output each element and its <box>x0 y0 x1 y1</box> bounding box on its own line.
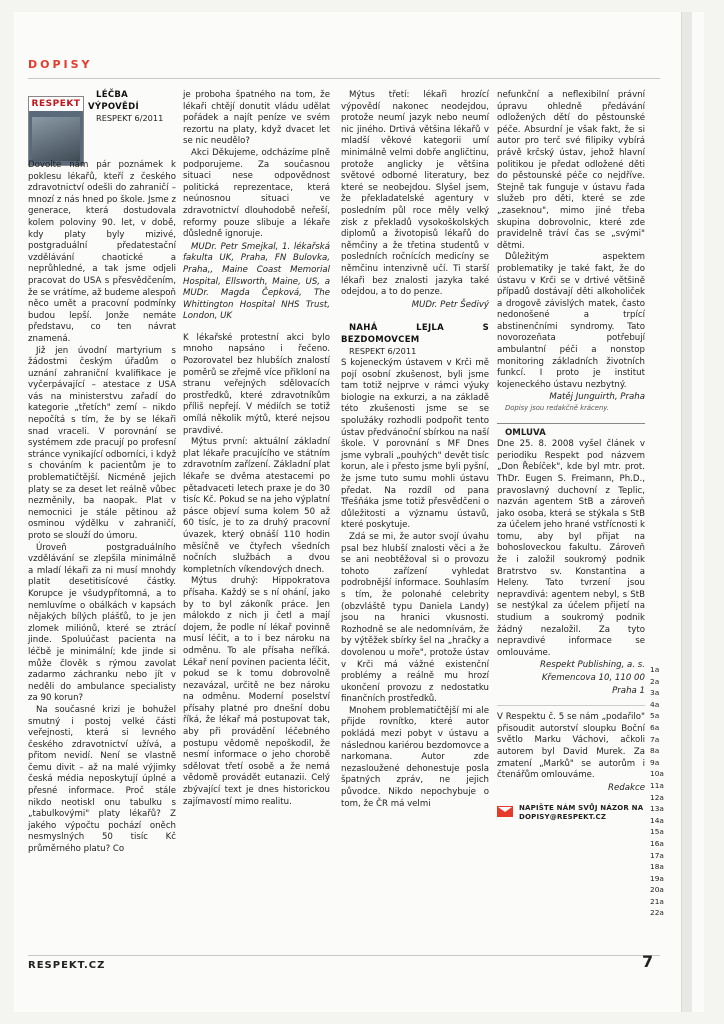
paragraph: je proboha špatného na tom, že lékaři chtějí donutit vládu udělat pořádek a najít peníze ve svém rezortu na platy, když dvacet let se nic neudělo? <box>183 90 330 147</box>
editor-note: Dopisy jsou redakčně kráceny. <box>505 404 609 413</box>
line-number: 19a <box>650 873 664 883</box>
write-to-us-text[interactable] <box>519 804 643 822</box>
cover-masthead: RESPEKT <box>29 97 83 111</box>
paragraph: S kojeneckým ústavem v Krči mě pojí osobní zkušenost, byli jsme tam totiž nejprve v rámci výuky biologie na exkurzi, a na základě této zkušenosti jsme se se spolužáky rozhodli podpořit tento ústav předvánoční sbírkou na naší škole. V porovnání s MF Dnes jsme vybrali „pouhých" devět tisíc korun, ale i přesto jsme byli pyšní, že jsme tuto sumu mohli ústavu předat. Na rozdíl od pana Třešňáka jsme totiž přesvědčeni o důležitosti a významu ústavů, které poskytuje. <box>341 358 489 531</box>
line-number: 9a <box>650 757 660 767</box>
line-number: 6a <box>650 722 660 732</box>
paragraph: Mnohem problematičtější mi ale přijde rovnítko, které autor pokládá mezi pobyt v ústavu a následnou kariérou bezdomovce a narkomana. Autor zde nezasloužené dehonestuje posla špatných zpráv, ne jejich původce. Nikdo nepochybuje o tom, že ČR má velmi <box>341 705 489 809</box>
apology-signature-address: Křemencova 10, 110 00 <box>541 673 645 683</box>
line-number: 7a <box>650 734 660 744</box>
line-number: 4a <box>650 699 660 709</box>
paragraph: nefunkční a neflexibilní právní úpravu ohledně předávání odložených dětí do pěstounské péče. Absurdní je však fakt, že si autor pro terč své filipiky vybírá právě krčský ústav, jehož hlavní politikou je předat odložené děti do pěstounské péče co nejdříve. Stejně tak funguje v ústavu řada služeb pro děti, které se zde „zaseknou", mimo jiné třeba skupina dobrovolnic, které zde pravidelně tráví čas se „svými" dětmi. <box>497 90 645 251</box>
page-number: 7 <box>642 952 654 971</box>
paragraph: Důležitým aspektem problematiky je také fakt, že do ústavu v Krči se v drtivé většině případů dostávají děti alkoholiček a drogově závislých matek, často nedonošené a trpící abstinenčními syndromy. Tato novorozeňata potřebují ambulantní péči a nonstop monitoring základních životních funkcí. I proto je institut kojeneckého ústavu nezbytný. <box>497 252 645 390</box>
letter-signature: MUDr. Petr Šedivý <box>411 299 489 310</box>
line-number: 17a <box>650 850 664 860</box>
column-2 <box>183 90 330 808</box>
letter-source: RESPEKT 6/2011 <box>349 346 417 357</box>
letter-title: LÉČBA VÝPOVĚDÍ <box>88 90 139 112</box>
line-number: 20a <box>650 885 664 895</box>
line-number: 3a <box>650 688 660 698</box>
footer-website[interactable]: RESPEKT.CZ <box>28 960 106 971</box>
paragraph: Zdá se mi, že autor svojí úvahu psal bez hlubší znalosti věci a že se ani neobtěžoval si o provozu tohoto zařízení vyhledat podrobnější informace. Souhlasím s tím, že polonahé celebrity (obzvláště typu Daniela Landy) jsou na hranici vkusnosti. Rozhodně se ale nedomnívám, že by výtěžek sbírky šel na „hračky a dovolenou u moře", protože ústav v Krči má vážné existenční problémy a reálně mu hrozí ukončení provozu z nedostatku finančních prostředků. <box>341 531 489 705</box>
column-4 <box>497 90 645 822</box>
line-number: 18a <box>650 862 664 872</box>
line-number: 15a <box>650 827 664 837</box>
column-3 <box>341 90 489 810</box>
apology-signature-company: Respekt Publishing, a. s. <box>539 660 645 671</box>
apology-title: OMLUVA <box>505 427 546 438</box>
top-rule <box>28 78 660 79</box>
divider <box>497 705 645 706</box>
paragraph: Akci Děkujeme, odcházíme plně podporujeme. Za současnou situaci nese odpovědnost politická reprezentace, která neúnosnou situaci ve zdravotnictví dlouhodobě neřeší, reformy pouze slibuje a lékaře důsledně ignoruje. <box>183 147 330 240</box>
line-number: 2a <box>650 676 660 686</box>
correction-signature: Redakce <box>608 782 645 793</box>
envelope-icon <box>497 806 513 817</box>
line-number: 22a <box>650 908 664 918</box>
paragraph: Již jen úvodní martyrium s žádostmi českým úřadům o uznání zahraniční kvalifikace je vyčerpávající – atestace z USA vás na ministerstvu zařadí do kategorie „třetích" zemí – nikdo nepočítá s tím, že by se lékaři snad vraceli. V porovnání se systémem zde pracují po profesní stránce vynikající odborníci, i když s chováním k pacientům je to problematičtější. Nicméně jejich platy se za deset let reálně vůbec nezměnily, ba naopak. Plat v nemocnici je stále pětinou až osminou výdělku v zahraničí, proto se slouží do úmoru. <box>28 345 176 541</box>
line-number: 21a <box>650 896 664 906</box>
letter-title: NAHÁ LEJLA S BEZDOMOVCEM <box>341 323 489 345</box>
apology-text: Dne 25. 8. 2008 vyšel článek v periodiku Respekt pod názvem „Don Řebíček", kde byl mtr. prot. ThDr. Eugen S. Freimann, Ph.D., pravoslavný duchovní z Teplic, nazván agentem StB a zároveň jako osoba, která se stýkala s StB za účelem jeho hrané vstřícnosti k tomu, aby byl přijat na bohosloveckou fakultu. Zároveň že i založil soukromý podnik Bratrstvo sv. Konstantina a Heleny. Tato tvrzení jsou nepravdivá: agentem nebyl, s StB se nestýkal za účelem přijetí na studium a soukromý podnik žádný nezaložil. Za tyto nepravdivé informace se omlouváme. <box>497 439 645 658</box>
section-label: DOPISY <box>28 58 93 71</box>
paragraph: Mýtus první: aktuální základní plat lékaře pracujícího ve státním zdravotním zařízení. Základní plat lékaře se dvěma atestacemi po pětadvaceti letech praxe je do 30 tisíc Kč. Pokud se na jeho výplatní pásce objeví suma kolem 50 až 60 tisíc, je to za druhý pracovní úvazek, který obnáší 110 hodin měsíčně ve čtyřech všedních nočních službách a dvou kompletních víkendových dnech. <box>183 437 330 575</box>
line-number: 1a <box>650 665 660 674</box>
line-number: 14a <box>650 815 664 825</box>
line-number-margin <box>650 664 674 919</box>
paragraph: K lékařské protestní akci bylo mnoho napsáno i řečeno. Pozorovatel bez hlubších znalostí poměrů se zřejmě více přikloní na stranu veřejných sdělovacích prostředků, které zdravotníkům příliš nepřejí. V médiích se totiž omílá několik mýtů, které nejsou pravdivé. <box>183 332 330 436</box>
correction-text: V Respektu č. 5 se nám „podařilo" přisoudit autorství sloupku Boční světlo Marku Váchovi, ačkoli autorem byl David Murek. Za zmatení „Marků" se autorům i čtenářům omlouváme. <box>497 712 645 781</box>
letter-signature: Matěj Junguirth, Praha <box>549 392 645 403</box>
line-number: 16a <box>650 838 664 848</box>
write-to-us-line-1: NAPIŠTE NÁM SVŮJ NÁZOR NA <box>519 804 644 813</box>
paragraph: Na současné krizi je bohužel smutný i postoj velké části veřejnosti, která si levného českého zdravotnictví užívá, a přitom nevidí. Není se vlastně čemu divit – až na malé výjimky česká média neposkytují úplné a přesné informace. Proč stále nikdo neotiskl onu tabulku s „tabulkovými" platy lékařů? Z jakého výpočtu pochází oněch nesmyslných 50 tisíc Kč průměrného platu? Co <box>28 704 176 855</box>
line-number: 5a <box>650 711 660 721</box>
column-1 <box>28 90 176 856</box>
apology-signature-city: Praha 1 <box>612 685 645 696</box>
line-number: 12a <box>650 792 664 802</box>
paragraph: Mýtus druhý: Hippokratova přísaha. Každý se s ní ohání, jako by to byl zákoník práce. Jen málokdo z nich ji četl a mají dojem, že podle ní lékař povinně musí léčit, a to i bez nároku na odměnu. To ale přísaha neříká. Lékař není povinen pacienta léčit, pokud se k tomu dobrovolně nezavázal, určitě ne bez nároku na odměnu. Moderní poselství přísahy platné pro dnešní dobu říká, že lékař má postupovat tak, aby při provádění léčebného postupu vědomě nepoškodil, že nesmí informace o jeho chorobě sdělovat třetí osobě a že nemá vědomě provádět eutanazii. Celý zbývající text je dnes historickou zajímavostí mimo realitu. <box>183 576 330 807</box>
paragraph: Mýtus třetí: lékaři hrozící výpovědí nakonec neodejdou, protože neumí jazyk nebo neumí nic jiného. Drtivá většina lékařů v mladší věkové kategorii umí minimálně velmi dobře angličtinu, protože anglicky je většina světové odborné literatury, bez které se neobejdou. Slyšel jsem, že překladatelské agentury v posledním půl roce měly velký zisk z překladů vysokoškolských diplomů a životopisů lékařů do němčiny a že třetina studentů v posledních ročnících medicíny se němčinu intenzivně učí. Ti starší lékaři bez znalosti jazyka také odejdou, a to do penze. <box>341 90 489 298</box>
email-link[interactable]: DOPISY@RESPEKT.CZ <box>519 813 607 822</box>
letter-signature: MUDr. Petr Smejkal, 1. lékařská fakulta UK, Praha, FN Bulovka, Praha,, Maine Coast Memorial Hospital, Ellsworth, Maine, US, a MUDr. Magda Čepková, The Whittington Hospital NHS Trust, London, UK <box>183 241 330 322</box>
scan-edge <box>681 12 692 1012</box>
line-number: 8a <box>650 746 660 756</box>
line-number: 10a <box>650 769 664 779</box>
footer-rule <box>28 955 660 956</box>
paragraph: Dovolte nám pár poznámek k poklesu lékařů, kteří z českého zdravotnictví odešli do zahraničí – mnozí z nás hned po škole. Jsme z generace, která dostudovala kolem poloviny 90. let, v době, kdy platy byly mizivé, postgraduální předatestační vzdělávání chaotické a neprůhledné, a tak jsme odjeli pracovat do USA s přesvědčením, že se vrátíme, až budeme alespoň něco umět a pracovní podmínky budou lepší. Jonže nemáte představu, co ten návrat znamená. <box>28 160 176 344</box>
letter-source: RESPEKT 6/2011 <box>96 113 164 124</box>
paragraph: Úroveň postgraduálního vzdělávání se zlepšila minimálně a mladí lékaři za ni musí mnohdy platit desetitisícové částky. Korupce je všudypřítomná, a to nemluvíme o obálkách v kapsách nějakých bílých plášťů, to je jen zlomek miliónů, které se ztrácí jinde. Spoluúčast pacienta na léčbě je minimální; kde jinde si může člověk s rýmou zavolat zadarmo záchranku nebo jít v neděli do ambulance specialisty za 90 korun? <box>28 542 176 704</box>
write-to-us-box[interactable] <box>497 804 645 822</box>
line-number: 13a <box>650 804 664 814</box>
apology-rule <box>497 423 645 424</box>
line-number: 11a <box>650 780 664 790</box>
